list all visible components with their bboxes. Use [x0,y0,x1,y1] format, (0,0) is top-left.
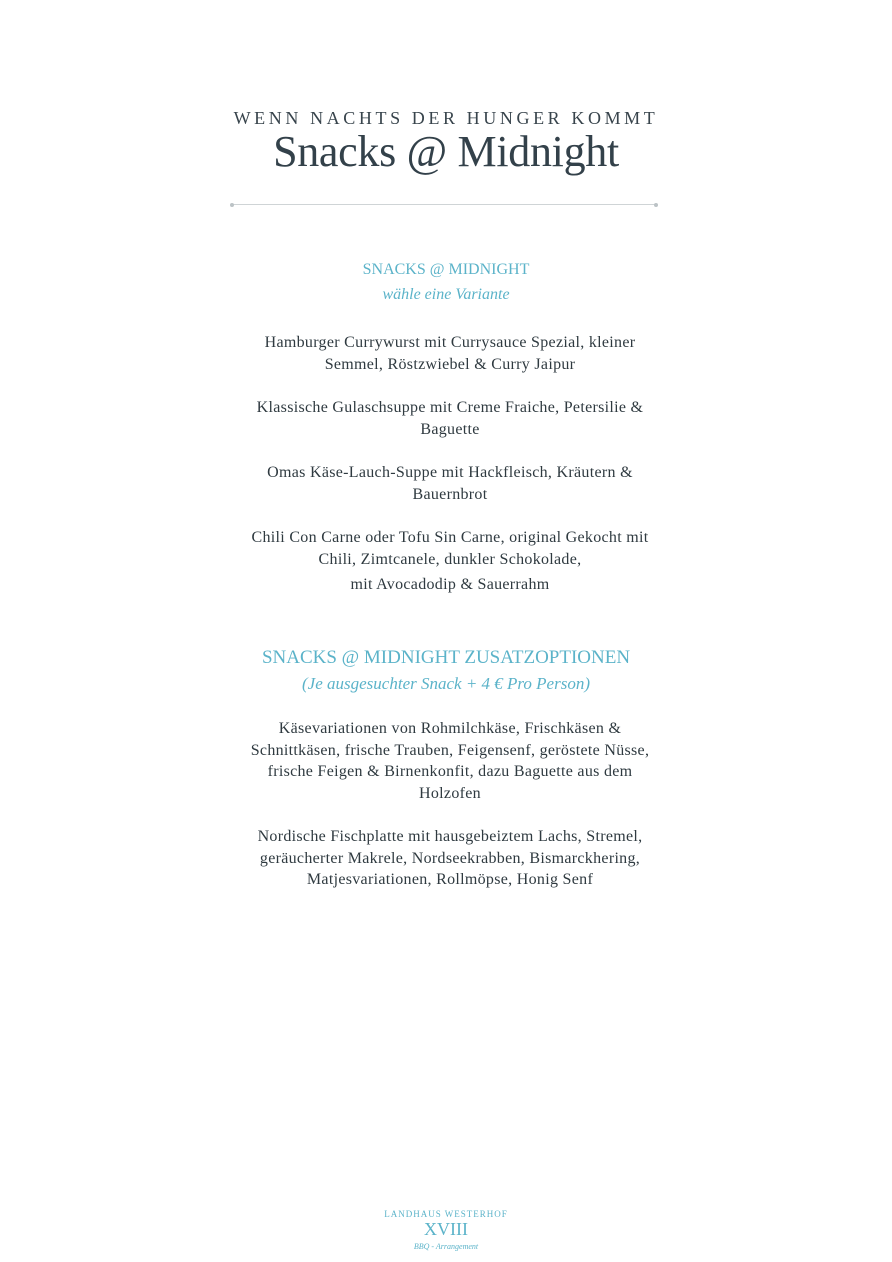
page-number: XVIII [424,1219,468,1239]
menu-item: mit Avocadodip & Sauerrahm [350,576,550,593]
title-divider [232,204,656,205]
menu-item: Käsevariationen von Rohmilchkäse, Frischkäsen & Schnittkäsen, frische Trauben, Feigensenf, geröstete Nüsse, frische Feigen & Birnenkonfit, dazu Baguette aus dem Holzofen [250,720,650,802]
menu-item: Chili Con Carne oder Tofu Sin Carne, original Gekocht mit Chili, Zimtcanele, dunkler Schokolade, [251,529,649,568]
menu-item: Nordische Fischplatte mit hausgebeiztem Lachs, Stremel, geräucherter Makrele, Nordseekrabben, Bismarckhering, Matjesvariationen, Rollmöpse, Honig Senf [257,828,643,888]
menu-item: Omas Käse-Lauch-Suppe mit Hackfleisch, Kräutern & Bauernbrot [267,464,633,503]
section-subheading-snacks: wähle eine Variante [382,286,510,303]
footer-brand: LANDHAUS WESTERHOF [384,1209,508,1219]
section-heading-options: SNACKS @ MIDNIGHT ZUSATZOPTIONEN [261,647,631,668]
section-heading-snacks: SNACKS @ MIDNIGHT [362,261,530,278]
menu-item: Klassische Gulaschsuppe mit Creme Fraiche, Petersilie & Baguette [256,399,644,438]
page-title: Snacks @ Midnight [273,127,619,176]
footer-subtitle: BBQ - Arrangement [413,1242,479,1251]
section-subheading-options: (Je ausgesuchter Snack + 4 € Pro Person) [302,674,590,693]
menu-item: Hamburger Currywurst mit Currysauce Spezial, kleiner Semmel, Röstzwiebel & Curry Jaipur [264,334,636,373]
page-kicker: WENN NACHTS DER HUNGER KOMMT [233,108,659,128]
